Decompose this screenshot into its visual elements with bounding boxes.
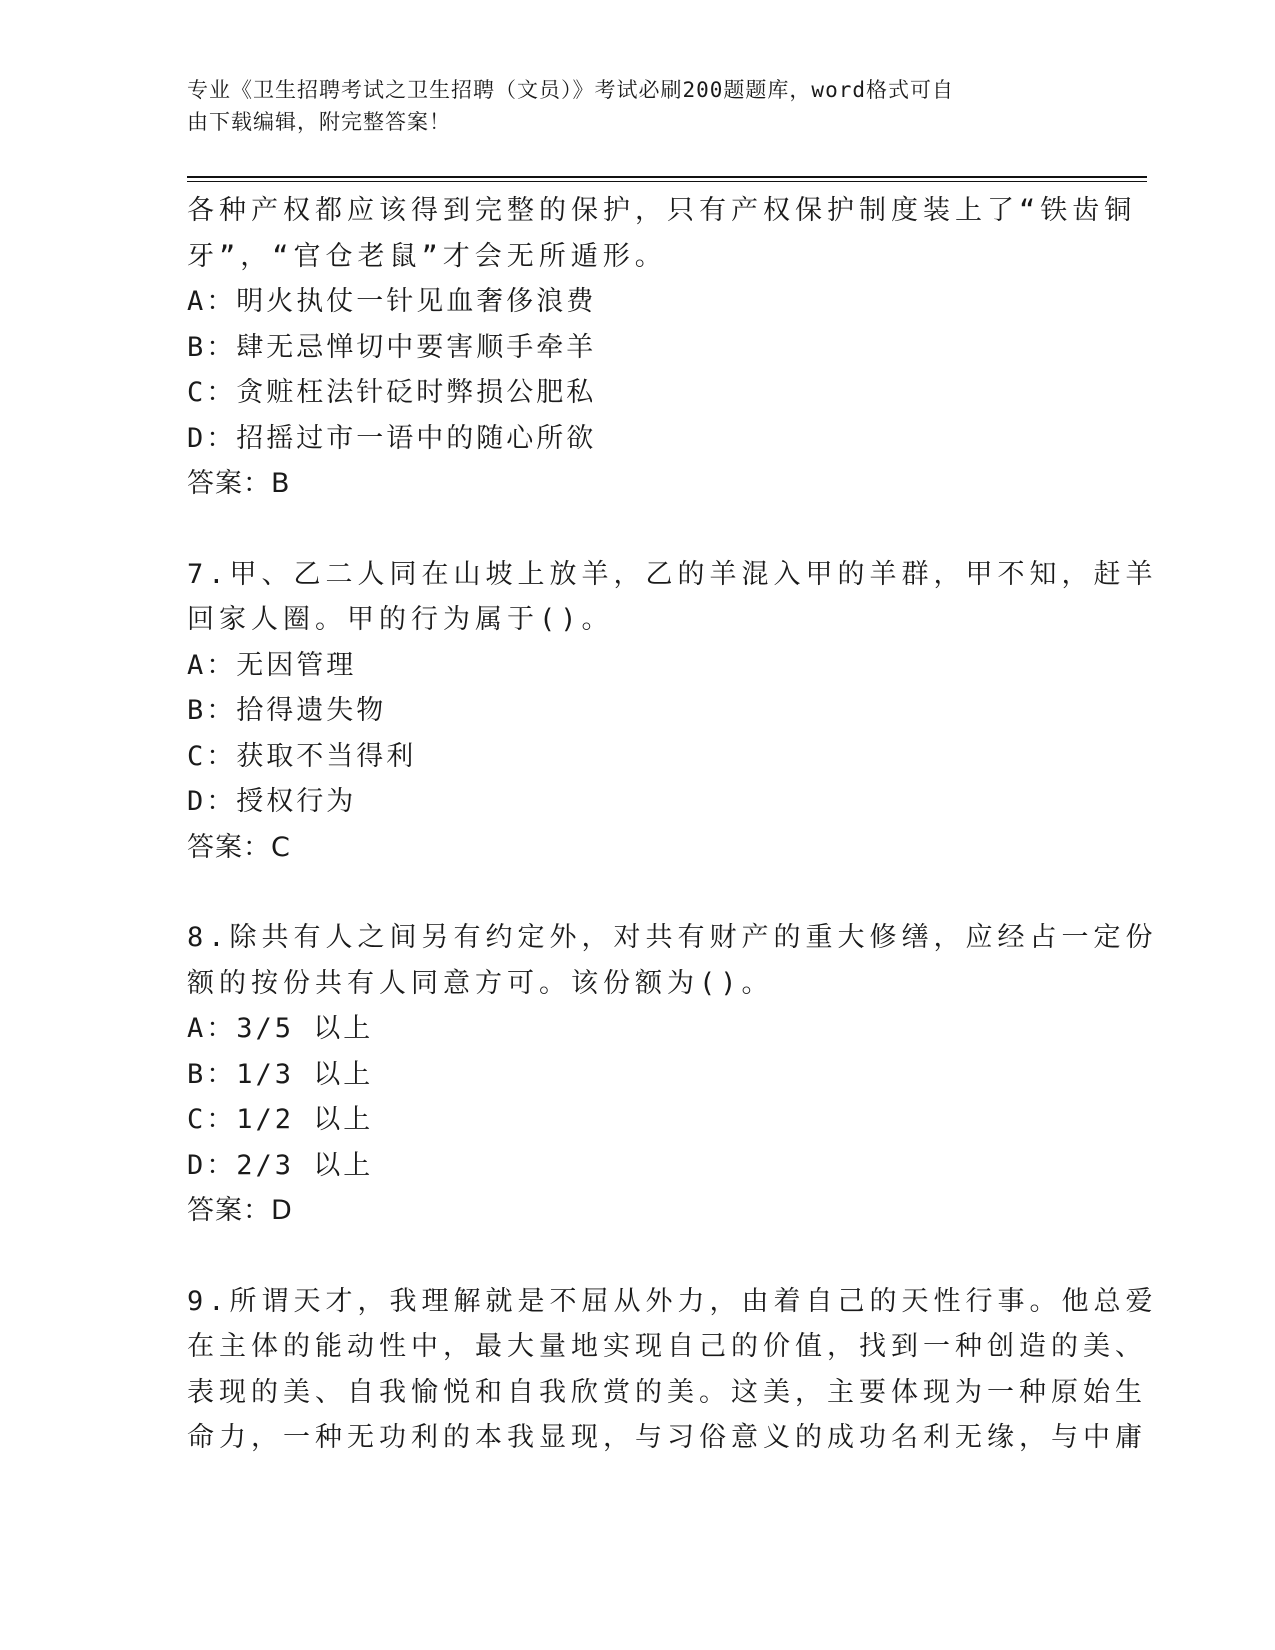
- question-stem: 回家人圈。甲的行为属于()。: [187, 604, 614, 635]
- option-a: A：无因管理: [187, 649, 357, 681]
- question-8: [187, 915, 1158, 1234]
- question-stem: 9.所谓天才，我理解就是不屈从外力，由着自己的天性行事。他总爱: [187, 1285, 1158, 1317]
- question-stem: 8.除共有人之间另有约定外，对共有财产的重大修缮，应经占一定份: [187, 922, 1158, 953]
- question-stem: 在主体的能动性中，最大量地实现自己的价值，找到一种创造的美、: [187, 1331, 1147, 1362]
- question-stem: 表现的美、自我愉悦和自我欣赏的美。这美，主要体现为一种原始生: [187, 1376, 1147, 1408]
- option-d: D：授权行为: [187, 786, 357, 817]
- header-line-2: 由下载编辑，附完整答案！: [187, 110, 451, 134]
- option-b: B：1/3 以上: [187, 1058, 374, 1090]
- header-line-1: 专业《卫生招聘考试之卫生招聘（文员）》考试必刷200题题库，word格式可自: [187, 78, 954, 102]
- option-d: D：2/3 以上: [187, 1149, 374, 1181]
- option-d: D：招摇过市一语中的随心所欲: [187, 422, 597, 454]
- option-a: A：明火执仗一针见血奢侈浪费: [187, 286, 597, 317]
- question-spacer: [187, 1234, 1067, 1279]
- answer-line: 答案：C: [187, 831, 291, 863]
- question-stem: 命力，一种无功利的本我显现，与习俗意义的成功名利无缘，与中庸: [187, 1422, 1147, 1453]
- option-b: B：拾得遗失物: [187, 695, 387, 726]
- question-stem: 7.甲、乙二人同在山坡上放羊，乙的羊混入甲的羊群，甲不知，赶羊: [187, 558, 1158, 590]
- option-a: A：3/5 以上: [187, 1013, 374, 1044]
- option-c: C：获取不当得利: [187, 740, 417, 772]
- answer-line: 答案：B: [187, 468, 291, 499]
- question-spacer: [187, 870, 1067, 915]
- question-9: [187, 1279, 1158, 1461]
- answer-line: 答案：D: [187, 1195, 293, 1226]
- option-c: C：贪赃枉法针砭时弊损公肥私: [187, 377, 597, 408]
- question-7: [187, 552, 1158, 871]
- header-divider-thick: [187, 176, 1147, 178]
- question-spacer: [187, 507, 1067, 552]
- option-b: B：肆无忌惮切中要害顺手牵羊: [187, 331, 597, 363]
- document-header: [187, 74, 1067, 138]
- question-6: [187, 188, 1137, 507]
- question-stem: 牙”，“官仓老鼠”才会无所遁形。: [187, 240, 667, 272]
- question-stem: 各种产权都应该得到完整的保护，只有产权保护制度装上了“铁齿铜: [187, 195, 1137, 226]
- option-c: C：1/2 以上: [187, 1104, 374, 1135]
- header-divider-thin: [187, 181, 1147, 182]
- question-stem: 额的按份共有人同意方可。该份额为()。: [187, 967, 774, 999]
- question-list: [187, 188, 1158, 1461]
